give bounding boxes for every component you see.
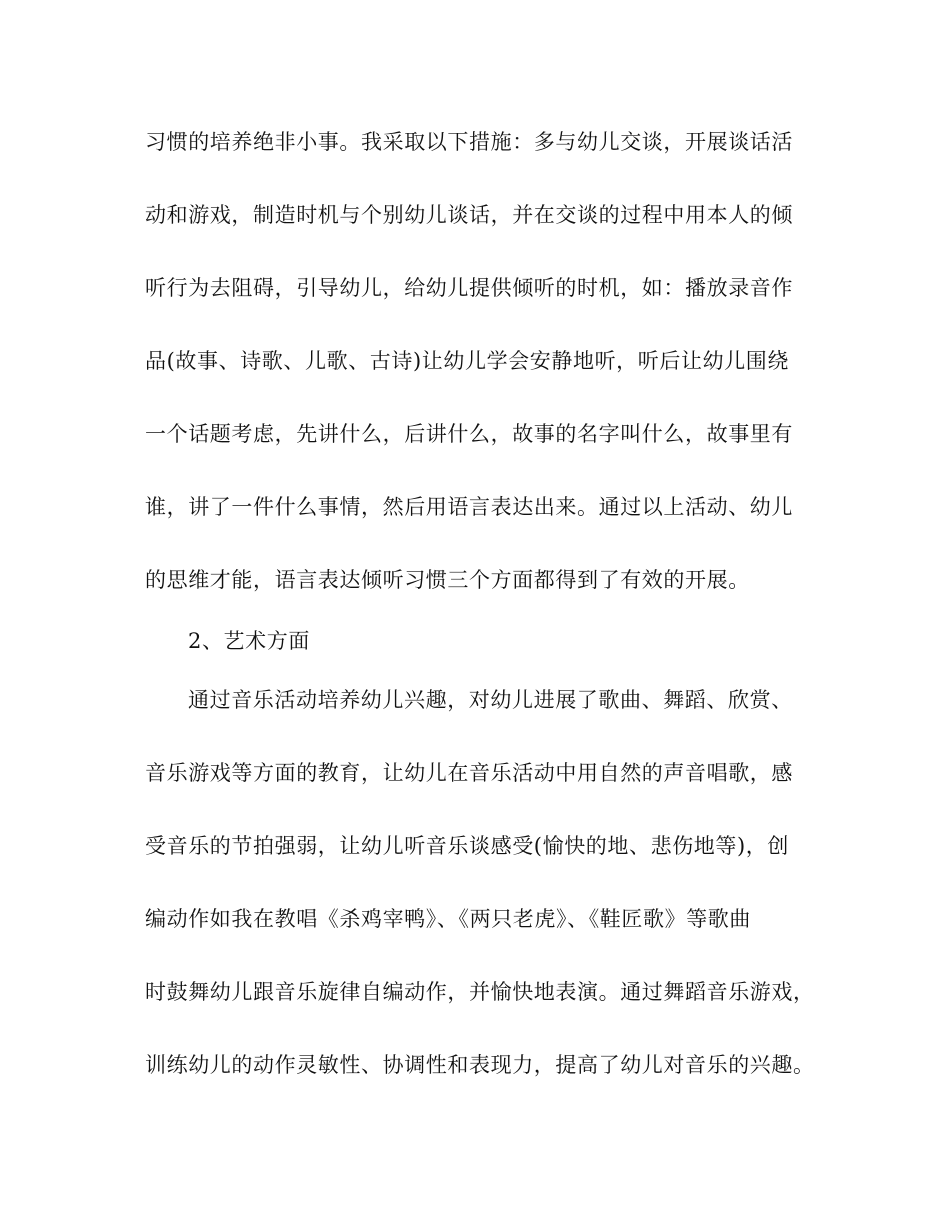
text-line: 动和游戏，制造时机与个别幼儿谈话，并在交谈的过程中用本人的倾 bbox=[145, 203, 793, 227]
text-line: 音乐游戏等方面的教育，让幼儿在音乐活动中用自然的声音唱歌，感 bbox=[145, 761, 793, 785]
text-line: 品(故事、诗歌、儿歌、古诗)让幼儿学会安静地听，听后让幼儿围绕 bbox=[145, 349, 789, 373]
text-line: 时鼓舞幼儿跟音乐旋律自编动作，并愉快地表演。通过舞蹈音乐游戏， bbox=[145, 980, 815, 1004]
section-heading: 2、艺术方面 bbox=[188, 629, 310, 653]
text-line: 训练幼儿的动作灵敏性、协调性和表现力，提高了幼儿对音乐的兴趣。 bbox=[145, 1053, 815, 1077]
text-line: 受音乐的节拍强弱，让幼儿听音乐谈感受(愉快的地、悲伤地等)，创 bbox=[145, 834, 789, 858]
text-line: 习惯的培养绝非小事。我采取以下措施：多与幼儿交谈，开展谈话活 bbox=[145, 130, 793, 154]
text-line: 编动作如我在教唱《杀鸡宰鸭》、《两只老虎》、《鞋匠歌》等歌曲 bbox=[145, 907, 751, 931]
text-line: 通过音乐活动培养幼儿兴趣，对幼儿进展了歌曲、舞蹈、欣赏、 bbox=[188, 688, 793, 712]
text-line: 的思维才能，语言表达倾听习惯三个方面都得到了有效的开展。 bbox=[145, 568, 750, 592]
text-line: 谁，讲了一件什么事情，然后用语言表达出来。通过以上活动、幼儿 bbox=[145, 495, 793, 519]
text-line: 听行为去阻碍，引导幼儿，给幼儿提供倾听的时机，如：播放录音作 bbox=[145, 276, 793, 300]
text-line: 一个话题考虑，先讲什么，后讲什么，故事的名字叫什么，故事里有 bbox=[145, 422, 793, 446]
